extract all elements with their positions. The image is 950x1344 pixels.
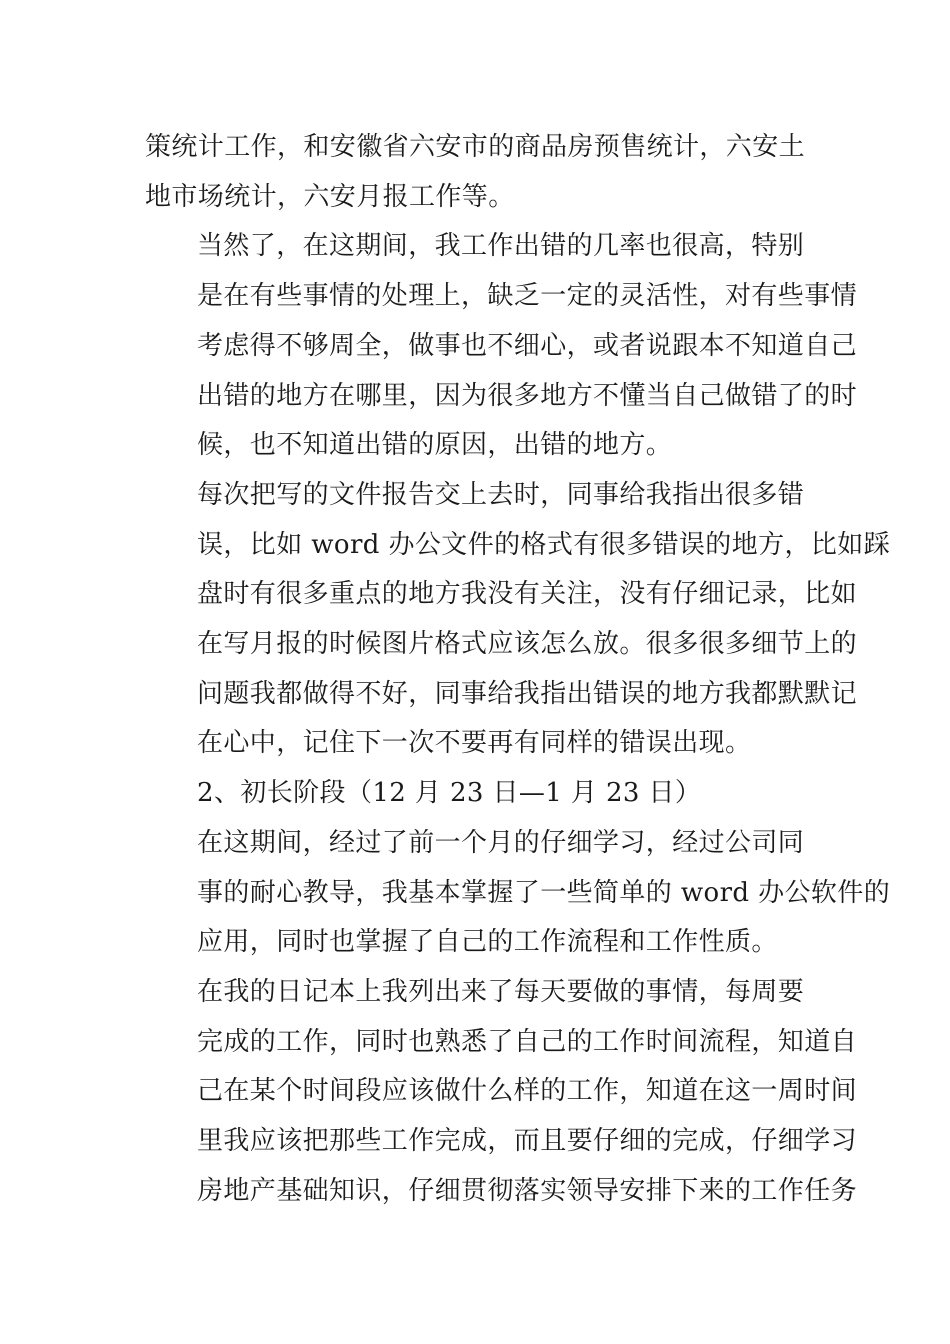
text-line: 盘时有很多重点的地方我没有关注，没有仔细记录，比如 bbox=[197, 579, 858, 610]
text-line: 考虑得不够周全，做事也不细心，或者说跟本不知道自己 bbox=[197, 330, 858, 361]
text-line: 在心中，记住下一次不要再有同样的错误出现。 bbox=[197, 728, 752, 759]
text-line: 房地产基础知识，仔细贯彻落实领导安排下来的工作任务 bbox=[197, 1175, 858, 1206]
text-line: 出错的地方在哪里，因为很多地方不懂当自己做错了的时 bbox=[197, 380, 858, 411]
text-line: 误，比如 word 办公文件的格式有很多错误的地方，比如踩 bbox=[197, 529, 891, 560]
paragraph-error-rate bbox=[145, 222, 858, 471]
text-line: 候，也不知道出错的原因，出错的地方。 bbox=[197, 430, 673, 461]
text-line: 己在某个时间段应该做什么样的工作，知道在这一周时间 bbox=[197, 1076, 858, 1107]
paragraph-diary-planning bbox=[145, 968, 858, 1217]
section-heading-initial-growth-stage bbox=[145, 769, 810, 819]
text-line: 完成的工作，同时也熟悉了自己的工作时间流程，知道自 bbox=[197, 1026, 858, 1057]
text-line: 地市场统计，六安月报工作等。 bbox=[145, 181, 515, 212]
text-line: 策统计工作，和安徽省六安市的商品房预售统计，六安土 bbox=[145, 132, 806, 162]
text-line: 里我应该把那些工作完成，而且要仔细的完成，仔细学习 bbox=[197, 1126, 858, 1157]
text-line: 是在有些事情的处理上，缺乏一定的灵活性，对有些事情 bbox=[197, 281, 858, 312]
text-line: 在我的日记本上我列出来了每天要做的事情，每周要 bbox=[197, 976, 805, 1007]
document-body bbox=[145, 123, 891, 1216]
text-line: 在这期间，经过了前一个月的仔细学习，经过公司同 bbox=[197, 827, 805, 858]
text-line: 当然了，在这期间，我工作出错的几率也很高，特别 bbox=[197, 231, 805, 262]
paragraph-basic-mastery bbox=[145, 819, 891, 968]
heading-text: 2、初长阶段（12 月 23 日—1 月 23 日） bbox=[197, 778, 702, 809]
text-line: 每次把写的文件报告交上去时，同事给我指出很多错 bbox=[197, 479, 805, 510]
paragraph-report-mistakes bbox=[145, 471, 891, 769]
text-line: 事的耐心教导，我基本掌握了一些简单的 word 办公软件的 bbox=[197, 877, 891, 908]
paragraph-statistics-work bbox=[145, 123, 810, 222]
text-line: 问题我都做得不好，同事给我指出错误的地方我都默默记 bbox=[197, 678, 858, 709]
text-line: 应用，同时也掌握了自己的工作流程和工作性质。 bbox=[197, 927, 778, 958]
text-line: 在写月报的时候图片格式应该怎么放。很多很多细节上的 bbox=[197, 629, 858, 660]
